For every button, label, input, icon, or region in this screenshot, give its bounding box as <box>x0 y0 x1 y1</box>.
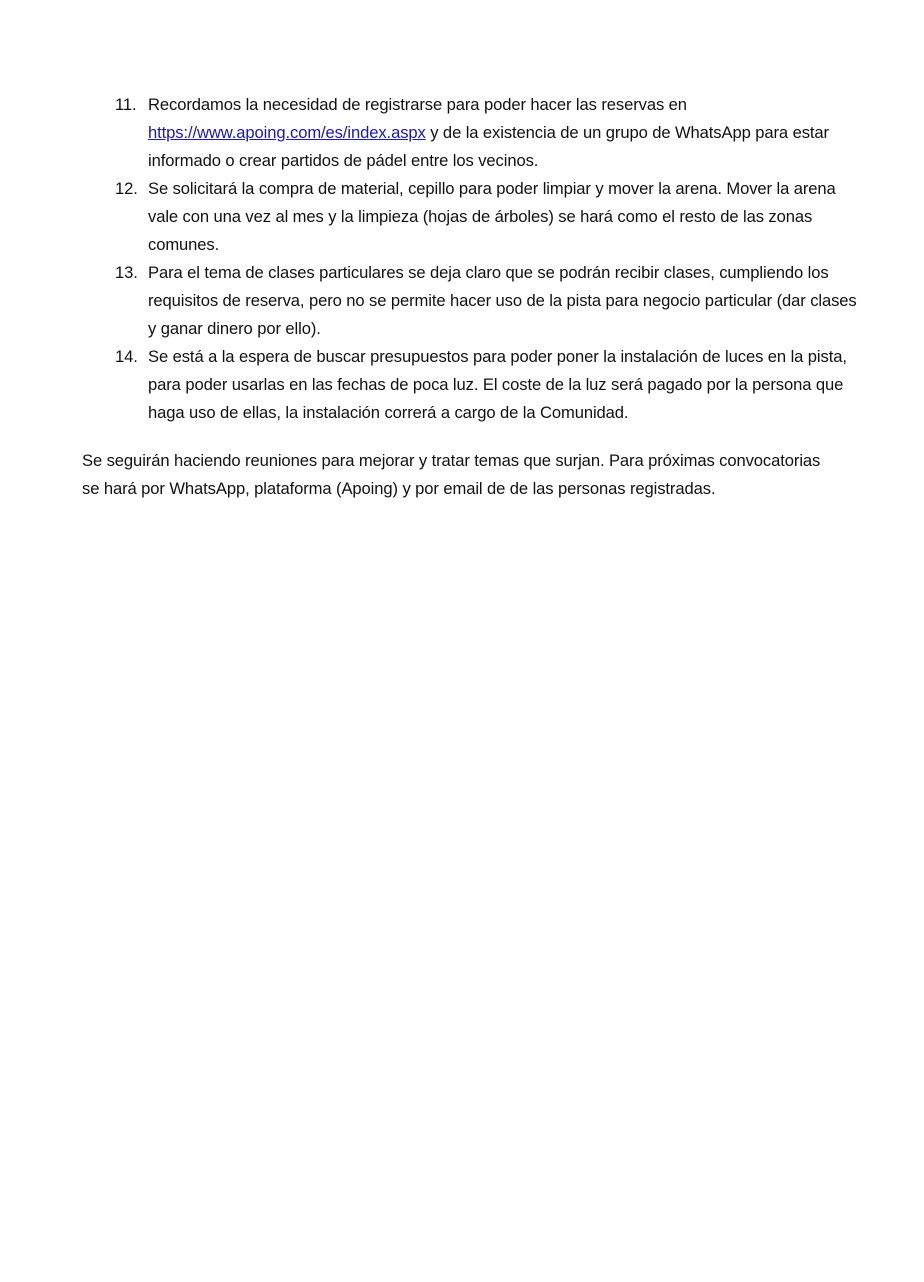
list-item-text: y de la existencia de un grupo de WhatsApp para estar informado o crear partidos de pádel entre los vecinos. <box>148 123 829 170</box>
list-item-text: Para el tema de clases particulares se deja claro que se podrán recibir clases, cumpliendo los requisitos de reserva, pero no se permite hacer uso de la pista para negocio particular (dar clases y ganar dinero por ello). <box>148 263 857 338</box>
list-item-14 <box>112 343 857 427</box>
list-item-text: Se está a la espera de buscar presupuestos para poder poner la instalación de luces en la pista, para poder usarlas en las fechas de poca luz. El coste de la luz será pagado por la persona que haga uso de ellas, la instalación correrá a cargo de la Comunidad. <box>148 347 847 422</box>
numbered-list <box>112 91 857 427</box>
list-item-number: 13. <box>115 263 138 282</box>
list-item-number: 14. <box>115 347 138 366</box>
list-item-12 <box>112 175 857 259</box>
list-item-number: 12. <box>115 179 138 198</box>
list-item-number: 11. <box>115 95 137 114</box>
list-item-text: Se solicitará la compra de material, cepillo para poder limpiar y mover la arena. Mover la arena vale con una vez al mes y la limpieza (hojas de árboles) se hará como el resto de las zonas comunes. <box>148 179 836 254</box>
apoing-link[interactable]: https://www.apoing.com/es/index.aspx <box>148 123 426 142</box>
list-item-11 <box>112 91 857 175</box>
list-item-13 <box>112 259 857 343</box>
closing-paragraph: Se seguirán haciendo reuniones para mejorar y tratar temas que surjan. Para próximas convocatorias se hará por WhatsApp, plataforma (Apoing) y por email de de las personas registradas. <box>82 451 821 498</box>
list-item-text: Recordamos la necesidad de registrarse para poder hacer las reservas en <box>148 95 687 114</box>
